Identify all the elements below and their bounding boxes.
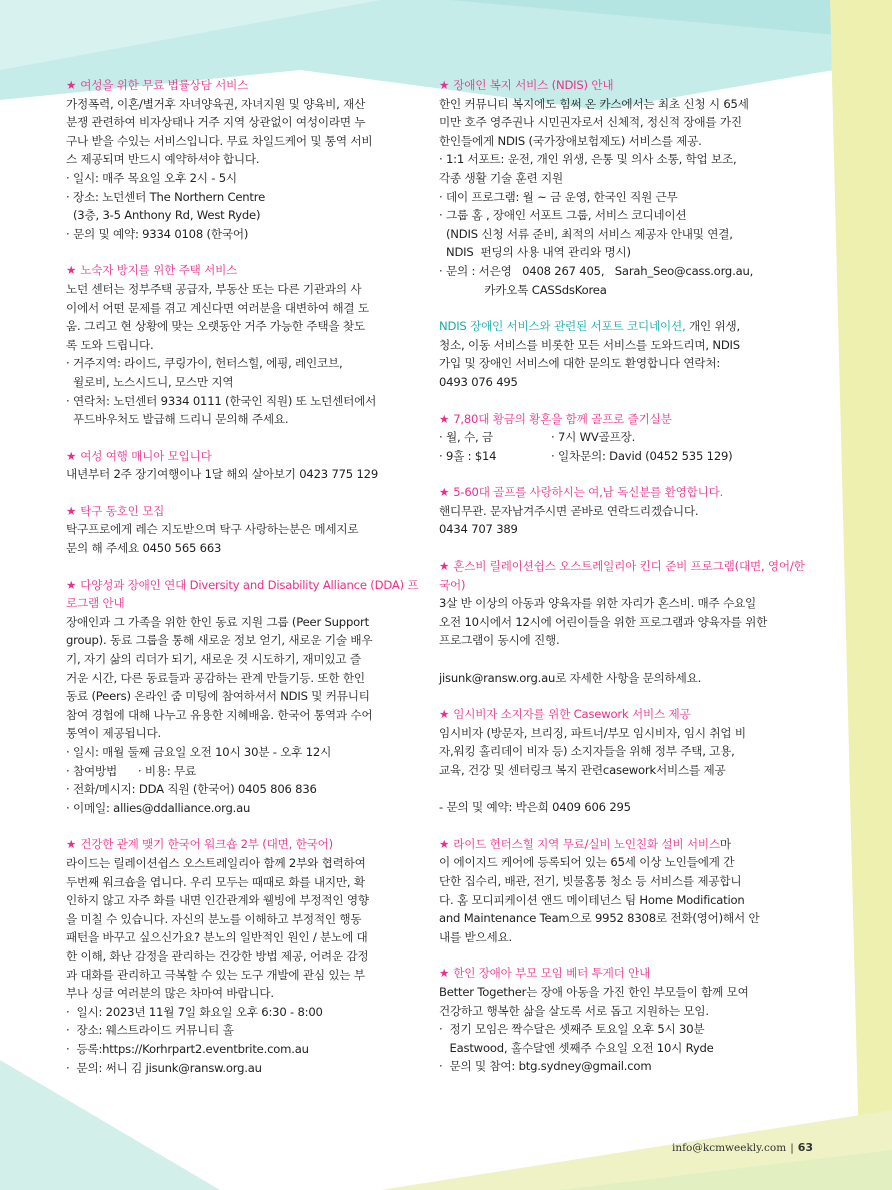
detail-item: · 연락처: 노던센터 9334 0111 (한국인 직원) 또 노던센터에서 xyxy=(66,393,377,408)
star-icon: ★ xyxy=(439,707,450,722)
section-title-text: 임시비자 소지자를 위한 Casework 서비스 제공 xyxy=(453,707,691,722)
detail-item: · 거주지역: 라이드, 쿠링가이, 헌터스힐, 에핑, 레인코브, xyxy=(66,356,343,371)
body-line: 두번째 워크숍을 엽니다. 우리 모두는 때때로 화를 내지만, 확 xyxy=(66,874,365,889)
star-icon: ★ xyxy=(439,559,450,574)
detail-item: (NDIS 신청 서류 준비, 최적의 서비스 제공자 안내및 연결, xyxy=(439,226,733,241)
section-title-text: 장애인 복지 서비스 (NDIS) 안내 xyxy=(453,78,614,92)
section-title xyxy=(66,576,428,613)
notice-section xyxy=(439,483,806,539)
info-cell: · 9홀 : $14 xyxy=(439,448,497,463)
notice-section xyxy=(439,76,806,299)
detail-item: · 1:1 서포트: 운전, 개인 위생, 은통 및 의사 소통, 학업 보조, xyxy=(439,152,737,167)
section-title xyxy=(439,964,806,983)
body-line: 패턴을 바꾸고 싶으신가요? 분노의 일반적인 원인 / 분노에 대 xyxy=(66,930,368,945)
body-line: 동료 (Peers) 온라인 줌 미팅에 참여하셔서 NDIS 및 커뮤니티 xyxy=(66,689,370,704)
body-line: 오전 10시에서 12시에 어린이들을 위한 프로그램과 양육자를 위한 xyxy=(439,614,768,629)
body-line: 부나 싱글 여러분의 많은 차마여 바랍니다. xyxy=(66,986,274,1001)
lead-line xyxy=(439,317,806,336)
body-line: 문의 해 주세요 0450 565 663 xyxy=(66,541,222,556)
detail-item: Eastwood, 홀수달엔 셋째주 수요일 오전 10시 Ryde xyxy=(439,1040,714,1055)
right-column xyxy=(439,76,806,1094)
detail-item: 각종 생활 기술 훈련 지원 xyxy=(439,170,563,185)
body-line: 교육, 건강 및 센터링크 복지 관련casework서비스를 제공 xyxy=(439,763,726,777)
detail-item: · 데이 프로그램: 월 ~ 금 운영, 한국인 직원 근무 xyxy=(439,189,678,204)
body-line: 이에서 어떤 문제를 겪고 계신다면 여러분을 대변하여 해결 도 xyxy=(66,300,369,315)
detail-item: · 문의: 써니 김 jisunk@ransw.org.au xyxy=(66,1060,262,1075)
section-title xyxy=(66,835,428,854)
section-title-text: 5-60대 골프를 사랑하시는 여,남 독신분를 환영합니다. xyxy=(453,485,724,500)
body-line: 한인 커뮤니티 복지에도 힘써 온 카스에서는 최초 신청 시 65세 xyxy=(439,96,749,111)
star-icon: ★ xyxy=(66,837,77,852)
section-title-text: 여성 여행 매니아 모입니다 xyxy=(80,448,212,463)
body-line: 0434 707 389 xyxy=(439,522,518,537)
section-title-text: 다양성과 장애인 연대 Diversity and Disability Alliance (DDA) 프로그램 안내 xyxy=(66,577,419,611)
detail-item: · 장소: 웨스트라이드 커뮤니티 홀 xyxy=(66,1023,234,1038)
teal-lead: NDIS 장애인 서비스와 관련된 서포트 코디네이션, xyxy=(439,319,686,334)
body-line: 가정폭력, 이혼/별거후 자녀양육권, 자녀지원 및 양육비, 재산 xyxy=(66,96,366,111)
body-line: 과 대화를 관리하고 극복할 수 있는 도구 개발에 관심 있는 부 xyxy=(66,967,365,982)
star-icon: ★ xyxy=(66,503,77,518)
body-line: 내를 받으세요. xyxy=(439,929,512,944)
notice-section xyxy=(439,964,806,1076)
star-icon: ★ xyxy=(66,263,77,278)
body-line: 청소, 이동 서비스를 비롯한 모든 서비스를 도와드리며, NDIS xyxy=(439,337,740,352)
detail-item: · 전화/메시지: DDA 직원 (한국어) 0405 806 836 xyxy=(66,782,317,797)
body-line: 미만 호주 영주권나 시민권자로서 신체적, 정신적 장애를 가진 xyxy=(439,115,742,130)
section-title xyxy=(66,76,428,95)
detail-item: · 일시: 매주 목요일 오후 2시 - 5시 xyxy=(66,170,237,185)
star-icon: ★ xyxy=(66,78,77,92)
section-title-text: 여성을 위한 무료 법률상담 서비스 xyxy=(80,78,249,92)
detail-item: · 참여방법 · 비용: 무료 xyxy=(66,763,197,778)
detail-item: · 이메일: allies@ddalliance.org.au xyxy=(66,800,251,815)
body-line: 노던 센터는 정부주택 공급자, 부동산 또는 다른 기관과의 사 xyxy=(66,281,362,296)
body-line: 기, 자기 삶의 리더가 되기, 새로운 것 시도하기, 재미있고 즐 xyxy=(66,652,361,667)
notice-section xyxy=(66,502,428,558)
footer-email[interactable]: info@kcmweekly.com xyxy=(672,1142,787,1154)
notice-section xyxy=(439,705,806,817)
notice-section xyxy=(439,557,806,687)
body-line xyxy=(439,650,806,669)
section-title xyxy=(439,76,806,95)
notice-section xyxy=(439,410,806,466)
body-line: 내년부터 2주 장기여행이나 1달 해외 살아보기 0423 775 129 xyxy=(66,467,378,482)
section-title-text: 탁구 동호인 모집 xyxy=(80,503,165,518)
body-line: 스 제공되며 반드시 예약하셔야 합니다. xyxy=(66,152,260,167)
star-icon: ★ xyxy=(439,78,450,92)
star-icon: ★ xyxy=(439,836,450,851)
detail-item: · 장소: 노던센터 The Northern Centre xyxy=(66,189,266,204)
section-title-text: 한인 장애아 부모 모임 베터 투게더 안내 xyxy=(453,966,651,981)
body-line: group). 동료 그룹을 통해 새로운 정보 얻기, 새로운 기술 배우 xyxy=(66,633,373,648)
info-cell: · 일차문의: David (0452 535 129) xyxy=(551,448,733,463)
body-line: 인하지 않고 자주 화를 내면 인간관계와 웰빙에 부정적인 영향 xyxy=(66,893,369,908)
section-title xyxy=(66,502,428,521)
body-line: - 문의 및 예약: 박은희 0409 606 295 xyxy=(439,800,631,815)
notice-section xyxy=(66,261,428,428)
info-cell: · 월, 수, 금 xyxy=(439,430,493,445)
body-line: jisunk@ransw.org.au로 자세한 사항을 문의하세요. xyxy=(439,670,702,685)
body-line: 가입 및 장애인 서비스에 대한 문의도 환영합니다 연락처: xyxy=(439,356,721,371)
body-line: Better Together는 장애 아동을 가진 한인 부모들이 함께 모여 xyxy=(439,984,749,999)
detail-item: · 문의 : 서은영 0408 267 405, Sarah_Seo@cass.org.au, xyxy=(439,263,754,278)
detail-item: · 그룹 홈 , 장애인 서포트 그룹, 서비스 코디네이션 xyxy=(439,208,687,223)
left-column xyxy=(66,76,428,1095)
body-line: 라이드는 릴레이션쉽스 오스트레일리아 함께 2부와 협력하여 xyxy=(66,855,366,870)
body-line: 프로그램이 동시에 진행. xyxy=(439,633,560,648)
star-icon: ★ xyxy=(439,485,450,500)
section-title xyxy=(66,261,428,280)
detail-item: · 일시: 2023년 11월 7일 화요일 오후 6:30 - 8:00 xyxy=(66,1004,323,1019)
detail-item: · 문의 및 예약: 9334 0108 (한국어) xyxy=(66,226,249,241)
star-icon: ★ xyxy=(66,577,77,592)
detail-item: 푸드바우처도 발급해 드리니 문의해 주세요. xyxy=(66,412,289,427)
detail-item: · 정기 모임은 짝수달은 셋째주 토요일 오후 5시 30분 xyxy=(439,1022,705,1037)
detail-item: 윌로비, 노스시드니, 모스만 지역 xyxy=(66,374,234,389)
info-cell: · 7시 WV골프장. xyxy=(551,430,636,445)
body-line: 탁구프로에게 레슨 지도받으며 탁구 사랑하는분은 메세지로 xyxy=(66,522,359,537)
detail-item: 카카오톡 CASSdsKorea xyxy=(439,282,607,297)
star-icon: ★ xyxy=(439,411,450,426)
body-line: 핸디무관. 문자남겨주시면 곧바로 연락드리겠습니다. xyxy=(439,503,699,518)
star-icon: ★ xyxy=(66,448,77,463)
detail-item: · 일시: 매월 둘째 금요일 오전 10시 30분 - 오후 12시 xyxy=(66,745,332,759)
section-title-text: 혼스비 릴레이션쉽스 오스트레일리아 킨디 준비 프로그램(대면, 영어/한국어) xyxy=(439,559,805,592)
notice-section xyxy=(439,835,806,947)
detail-item: NDIS 펀딩의 사용 내역 관리와 명시) xyxy=(439,245,631,260)
star-icon: ★ xyxy=(439,966,450,981)
detail-item: · 등록:https://Korhrpart2.eventbrite.com.au xyxy=(66,1041,309,1056)
footer-separator: | xyxy=(790,1142,794,1154)
section-title xyxy=(66,447,428,466)
detail-item: (3층, 3-5 Anthony Rd, West Ryde) xyxy=(66,208,261,223)
notice-section xyxy=(66,576,428,818)
lead-rest: 개인 위생, xyxy=(685,319,740,334)
section-title xyxy=(439,835,806,854)
notice-section xyxy=(439,317,806,391)
body-line: 구나 받을 수있는 서비스입니다. 무료 차일드케어 및 통역 서비 xyxy=(66,133,373,148)
body-line: 장애인과 그 가족을 위한 한인 동료 지원 그룹 (Peer Support xyxy=(66,614,369,629)
body-line: 분쟁 관련하여 비자상태나 거주 지역 상관없이 여성이라면 누 xyxy=(66,115,366,130)
section-title-text: 라이드 헌터스힐 지역 무료/실비 노인친화 설비 서비스 xyxy=(453,836,720,851)
body-line: 자,워킹 홀리데이 비자 등) 소지자들을 위해 정부 주택, 고용, xyxy=(439,744,735,759)
section-title xyxy=(439,410,806,429)
section-title-text: 노숙자 방지를 위한 주택 서비스 xyxy=(80,263,238,278)
body-line: 0493 076 495 xyxy=(439,374,518,389)
body-line: 3살 반 이상의 아동과 양육자를 위한 자리가 혼스비. 매주 수요일 xyxy=(439,596,757,611)
section-title-tail: 마 xyxy=(719,836,731,851)
page-footer xyxy=(672,1141,813,1154)
body-line: 을 미칠 수 있습니다. 자신의 분노를 이해하고 부정적인 행동 xyxy=(66,911,362,926)
body-line: 한인들에게 NDIS (국가장애보험제도) 서비스를 제공. xyxy=(439,133,702,148)
notice-section xyxy=(66,447,428,484)
detail-item: · 문의 및 참여: btg.sydney@gmail.com xyxy=(439,1059,652,1074)
info-row xyxy=(439,428,806,447)
section-title-text: 건강한 관계 맺기 한국어 워크숍 2부 (대면, 한국어) xyxy=(80,837,333,852)
notice-section xyxy=(66,76,428,243)
notice-section xyxy=(66,835,428,1077)
body-line: 참여 경험에 대해 나누고 유용한 지혜배움. 한국어 통역과 수어 xyxy=(66,707,373,722)
section-title xyxy=(439,483,806,502)
body-line: 한 이해, 화난 감정을 관리하는 건강한 방법 제공, 어려운 감정 xyxy=(66,948,369,963)
body-line: 임시비자 (방문자, 브리징, 파트너/부모 임시비자, 임시 취업 비 xyxy=(439,725,746,740)
body-line: 움. 그리고 현 상황에 맞는 오랫동안 거주 가능한 주택을 찾도 xyxy=(66,319,365,334)
body-line: and Maintenance Team으로 9952 8308로 전화(영어)해서 안 xyxy=(439,911,760,926)
body-line: 거운 시간, 다른 동료들과 공감하는 관계 만들기등. 또한 한인 xyxy=(66,670,365,685)
section-title xyxy=(439,557,806,594)
section-title-text: 7,80대 황금의 황혼을 함께 골프로 즐기실분 xyxy=(453,411,672,426)
body-line: 건강하고 행복한 삶을 살도록 서로 돕고 지원하는 모임. xyxy=(439,1003,709,1018)
body-line: 이 에이지드 케어에 등록되어 있는 65세 이상 노인들에게 간 xyxy=(439,855,735,870)
body-line xyxy=(439,780,806,799)
page-number: 63 xyxy=(797,1141,814,1154)
body-line: 다. 홈 모디피케이션 앤드 메이테넌스 팀 Home Modification xyxy=(439,892,745,907)
body-line: 단한 집수리, 배관, 전기, 빗물홈통 청소 등 서비스를 제공합니 xyxy=(439,873,742,888)
info-row xyxy=(439,447,806,466)
section-title xyxy=(439,705,806,724)
body-line: 통역이 제공됩니다. xyxy=(66,726,161,741)
body-line: 록 도와 드립니다. xyxy=(66,337,154,352)
